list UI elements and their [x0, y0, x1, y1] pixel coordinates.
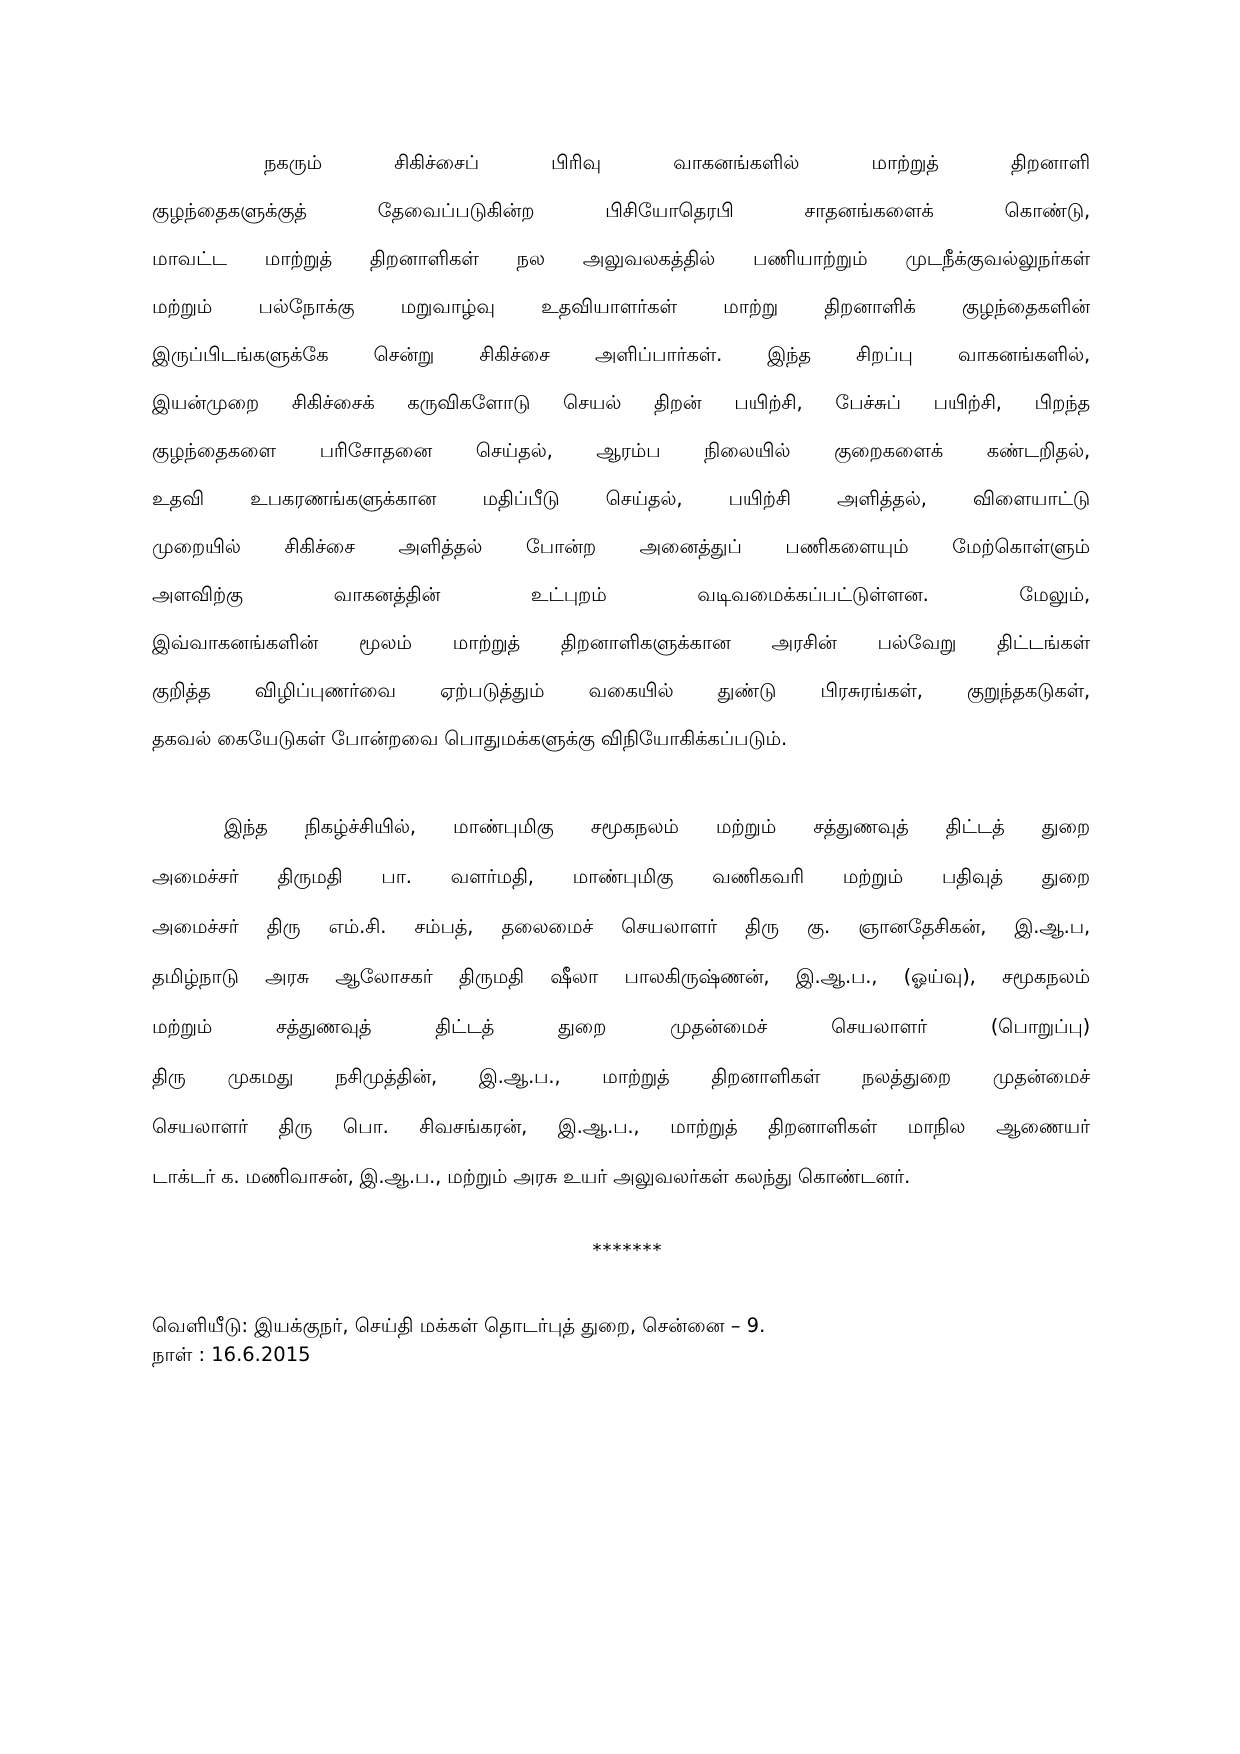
date-line: நாள் : 16.6.2015 [152, 1343, 311, 1366]
paragraph-line: தமிழ்நாடு அரசு ஆலோசகர் திருமதி ஷீலா பாலகிருஷ்ணன், இ.ஆ.ப., (ஓய்வு), சமூகநலம் [152, 965, 1090, 988]
release-line: வெளியீடு: இயக்குநர், செய்தி மக்கள் தொடர்புத் துறை, சென்னை – 9. [152, 1314, 766, 1337]
paragraph-line: மற்றும் சத்துணவுத் திட்டத் துறை முதன்மைச் செயலாளர் (பொறுப்பு) [152, 1015, 1090, 1038]
paragraph-line: அமைச்சர் திருமதி பா. வளர்மதி, மாண்புமிகு வணிகவரி மற்றும் பதிவுத் துறை [152, 865, 1090, 888]
paragraph-line: அமைச்சர் திரு எம்.சி. சம்பத், தலைமைச் செயலாளர் திரு கு. ஞானதேசிகன், இ.ஆ.ப, [152, 915, 1090, 938]
paragraph-line: டாக்டர் க. மணிவாசன், இ.ஆ.ப., மற்றும் அரசு உயர் அலுவலர்கள் கலந்து கொண்டனர். [152, 1165, 911, 1188]
paragraph-line: இவ்வாகனங்களின் மூலம் மாற்றுத் திறனாளிகளுக்கான அரசின் பல்வேறு திட்டங்கள் [152, 631, 1090, 654]
paragraph-line: அளவிற்கு வாகனத்தின் உட்புறம் வடிவமைக்கப்பட்டுள்ளன. மேலும், [152, 583, 1090, 606]
paragraph-line: குழந்தைகளுக்குத் தேவைப்படுகின்ற பிசியோதெரபி சாதனங்களைக் கொண்டு, [152, 199, 1090, 222]
paragraph-line: குழந்தைகளை பரிசோதனை செய்தல், ஆரம்ப நிலையில் குறைகளைக் கண்டறிதல், [152, 439, 1090, 462]
paragraph-line: தகவல் கையேடுகள் போன்றவை பொதுமக்களுக்கு விநியோகிக்கப்படும். [152, 727, 788, 750]
paragraph-line: மாவட்ட மாற்றுத் திறனாளிகள் நல அலுவலகத்தில் பணியாற்றும் முடநீக்குவல்லுநர்கள் [152, 247, 1090, 270]
paragraph-line: உதவி உபகரணங்களுக்கான மதிப்பீடு செய்தல், பயிற்சி அளித்தல், விளையாட்டு [152, 487, 1090, 510]
paragraph-line: முறையில் சிகிச்சை அளித்தல் போன்ற அனைத்துப் பணிகளையும் மேற்கொள்ளும் [152, 535, 1090, 558]
paragraph-line: இயன்முறை சிகிச்சைக் கருவிகளோடு செயல் திறன் பயிற்சி, பேச்சுப் பயிற்சி, பிறந்த [152, 391, 1090, 414]
paragraph-line: குறித்த விழிப்புணர்வை ஏற்படுத்தும் வகையில் துண்டு பிரசுரங்கள், குறுந்தகடுகள், [152, 679, 1090, 702]
section-separator: ******* [592, 1240, 663, 1261]
paragraph-line: இருப்பிடங்களுக்கே சென்று சிகிச்சை அளிப்பார்கள். இந்த சிறப்பு வாகனங்களில், [152, 343, 1090, 366]
paragraph-line: நகரும் சிகிச்சைப் பிரிவு வாகனங்களில் மாற்றுத் திறனாளி [264, 151, 1090, 174]
paragraph-line: செயலாளர் திரு பொ. சிவசங்கரன், இ.ஆ.ப., மாற்றுத் திறனாளிகள் மாநில ஆணையர் [152, 1115, 1090, 1138]
paragraph-line: திரு முகமது நசிமுத்தின், இ.ஆ.ப., மாற்றுத் திறனாளிகள் நலத்துறை முதன்மைச் [152, 1065, 1090, 1088]
paragraph-line: இந்த நிகழ்ச்சியில், மாண்புமிகு சமூகநலம் மற்றும் சத்துணவுத் திட்டத் துறை [224, 815, 1090, 838]
paragraph-line: மற்றும் பல்நோக்கு மறுவாழ்வு உதவியாளர்கள் மாற்று திறனாளிக் குழந்தைகளின் [152, 295, 1090, 318]
